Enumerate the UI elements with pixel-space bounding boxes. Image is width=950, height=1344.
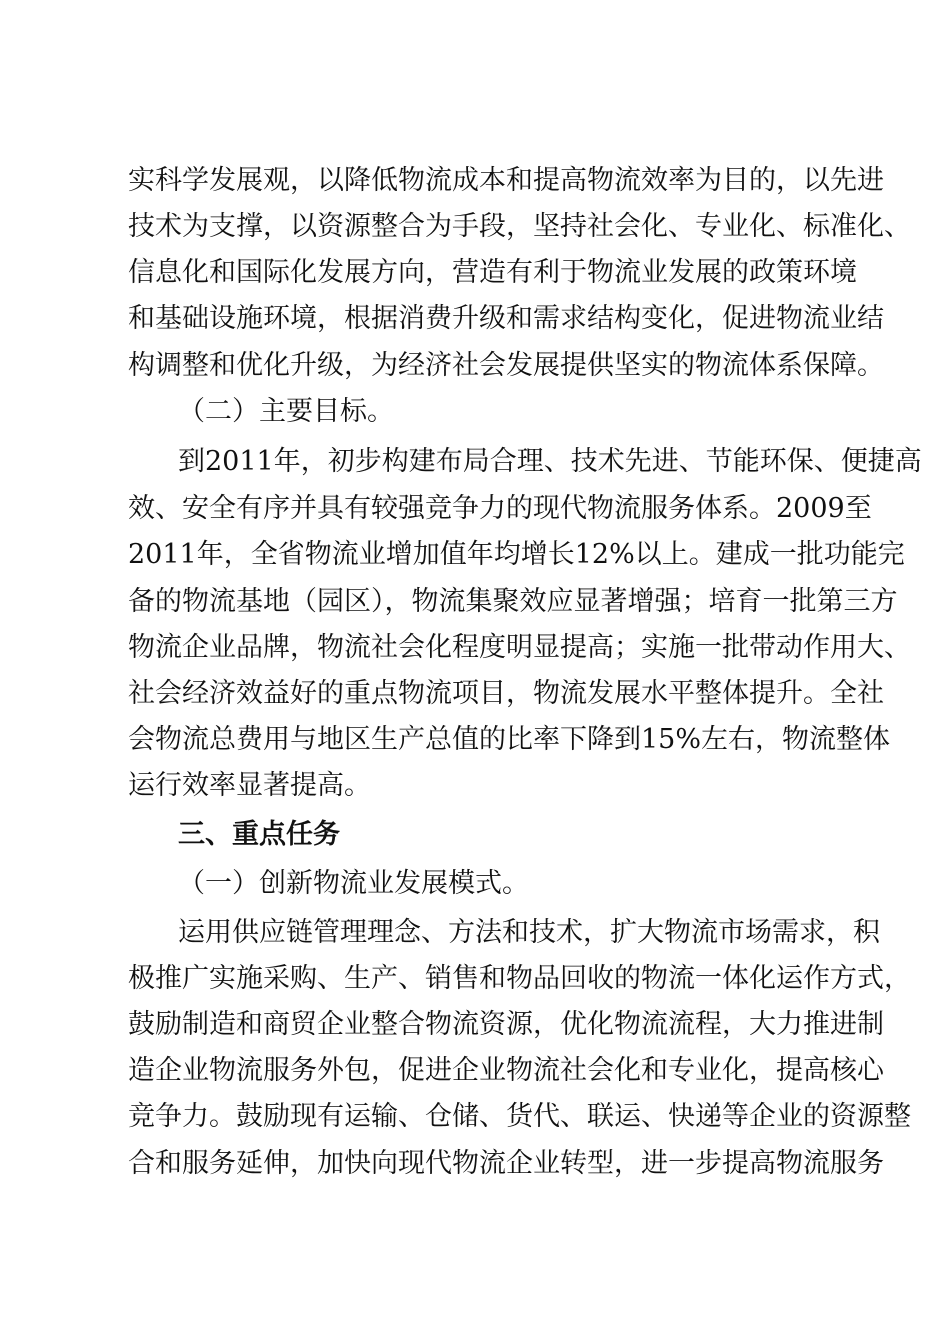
- paragraph-line: 和基础设施环境，根据消费升级和需求结构变化，促进物流业结: [128, 303, 884, 334]
- paragraph-line: 极推广实施采购、生产、销售和物品回收的物流一体化运作方式，: [128, 963, 911, 994]
- paragraph-line: 鼓励制造和商贸企业整合物流资源，优化物流流程，大力推进制: [128, 1009, 884, 1040]
- paragraph-line: 备的物流基地（园区），物流集聚效应显著增强；培育一批第三方: [128, 586, 898, 617]
- paragraph-line: 会物流总费用与地区生产总值的比率下降到15%左右，物流整体: [128, 724, 891, 755]
- paragraph-line: 竞争力。鼓励现有运输、仓储、货代、联运、快递等企业的资源整: [128, 1101, 911, 1132]
- subheading-innovate-model: （一）创新物流业发展模式。: [178, 868, 529, 899]
- paragraph-line: 造企业物流服务外包，促进企业物流社会化和专业化，提高核心: [128, 1055, 884, 1086]
- paragraph-line: 运用供应链管理理念、方法和技术，扩大物流市场需求，积: [178, 917, 880, 948]
- paragraph-line: 运行效率显著提高。: [128, 770, 371, 801]
- paragraph-line: 技术为支撑，以资源整合为手段，坚持社会化、专业化、标准化、: [128, 211, 911, 242]
- section-heading-key-tasks: 三、重点任务: [178, 819, 340, 850]
- paragraph-line: 信息化和国际化发展方向，营造有利于物流业发展的政策环境: [128, 257, 857, 288]
- paragraph-line: 2011年，全省物流业增加值年均增长12%以上。建成一批功能完: [128, 539, 905, 570]
- paragraph-line: 社会经济效益好的重点物流项目，物流发展水平整体提升。全社: [128, 678, 884, 709]
- paragraph-line: 合和服务延伸，加快向现代物流企业转型，进一步提高物流服务: [128, 1148, 884, 1179]
- paragraph-line: 物流企业品牌，物流社会化程度明显提高；实施一批带动作用大、: [128, 632, 911, 663]
- paragraph-line: 到2011年，初步构建布局合理、技术先进、节能环保、便捷高: [178, 446, 922, 477]
- paragraph-line: 效、安全有序并具有较强竞争力的现代物流服务体系。2009至: [128, 493, 872, 524]
- subheading-main-goals: （二）主要目标。: [178, 396, 394, 427]
- paragraph-line: 实科学发展观，以降低物流成本和提高物流效率为目的，以先进: [128, 165, 884, 196]
- paragraph-line: 构调整和优化升级，为经济社会发展提供坚实的物流体系保障。: [128, 350, 884, 381]
